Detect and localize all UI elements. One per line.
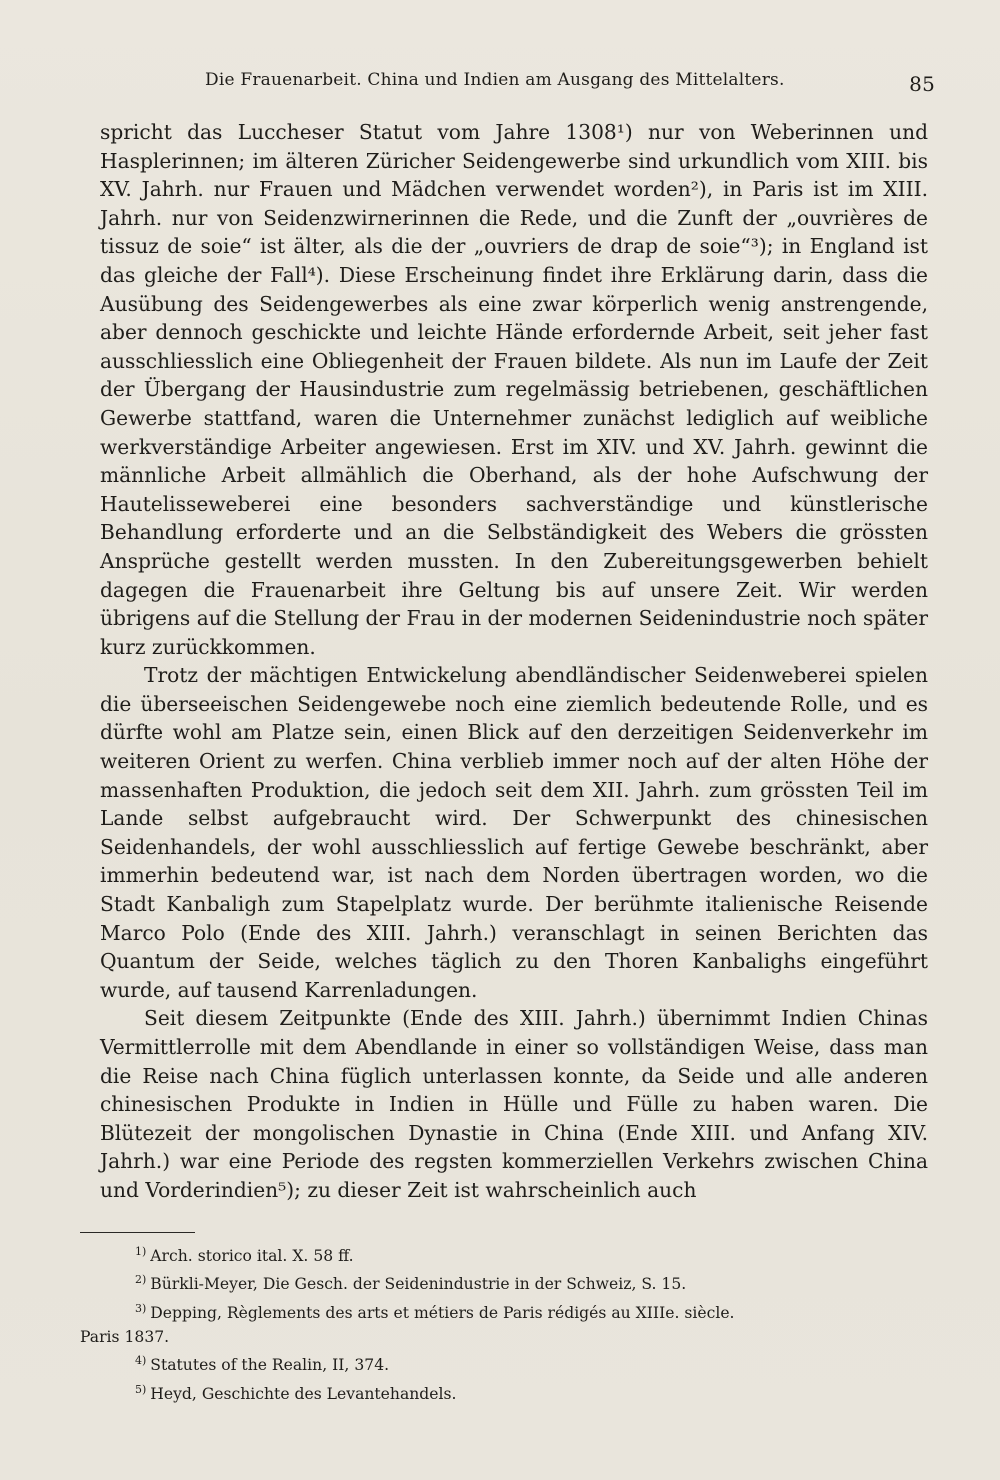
- footnote-text: Statutes of the Realin, II, 374.: [150, 1356, 390, 1375]
- footnote: [80, 1240, 900, 1268]
- footnote-mark: 1): [135, 1245, 147, 1258]
- footnote-mark: 4): [135, 1354, 147, 1368]
- footnote-divider: [80, 1232, 195, 1233]
- paragraph: Trotz der mächtigen Entwickelung abendländischer Seidenweberei spielen die überseeischen Seidengewebe noch eine ziemlich bedeutende Rolle, und es dürfte wohl am Platze sein, einen Blick auf den derzeitigen Seidenverkehr im weiteren Orient zu werfen. China verblieb immer noch auf der alten Höhe der massenhaften Produktion, die jedoch seit dem XII. Jahrh. zum grössten Teil im Lande selbst aufgebraucht wird. Der Schwerpunkt des chinesischen Seidenhandels, der wohl ausschliesslich auf fertige Gewebe beschränkt, aber immerhin bedeutend war, ist nach dem Norden übertragen worden, wo die Stadt Kanbaligh zum Stapelplatz wurde. Der berühmte italienische Reisende Marco Polo (Ende des XIII. Jahrh.) veranschlagt in seinen Berichten das Quantum der Seide, welches täglich zu den Thoren Kanbalighs eingeführt wurde, auf tausend Karrenladungen.: [100, 663, 928, 1002]
- footnote-text: Bürkli-Meyer, Die Gesch. der Seidenindustrie in der Schweiz, S. 15.: [150, 1275, 687, 1294]
- body-text: [100, 118, 928, 1205]
- footnote-text: Arch. storico ital. X. 58 ff.: [150, 1247, 354, 1266]
- footnote-mark: 5): [135, 1382, 147, 1396]
- paragraph: spricht das Luccheser Statut vom Jahre 1308¹) nur von Weberinnen und Hasplerinnen; im älteren Züricher Seidengewerbe sind urkundlich vom XIII. bis XV. Jahrh. nur Frauen und Mädchen verwendet worden²), in Paris ist im XIII. Jahrh. nur von Seidenzwirnerinnen die Rede, und die Zunft der „ouvrières de tissuz de soie“ ist älter, als die der „ouvriers de drap de soie“³); in England ist das gleiche der Fall⁴). Diese Erscheinung findet ihre Erklärung darin, dass die Ausübung des Seidengewerbes als eine zwar körperlich wenig anstrengende, aber dennoch geschickte und leichte Hände erfordernde Arbeit, seit jeher fast ausschliesslich eine Obliegenheit der Frauen bildete. Als nun im Laufe der Zeit der Übergang der Hausindustrie zum regelmässig betriebenen, geschäftlichen Gewerbe stattfand, waren die Unternehmer zunächst lediglich auf weibliche werkverständige Arbeiter angewiesen. Erst im XIV. und XV. Jahrh. gewinnt die männliche Arbeit allmählich die Oberhand, als der hohe Aufschwung der Hautelisseweberei eine besonders sachverständige und künstlerische Behandlung erforderte und an die Selbständigkeit des Webers die grössten Ansprüche gestellt werden mussten. In den Zubereitungsgewerben behielt dagegen die Frauenarbeit ihre Geltung bis auf unsere Zeit. Wir werden übrigens auf die Stellung der Frau in der modernen Seidenindustrie noch später kurz zurückkommen.: [100, 120, 928, 659]
- footnote: [80, 1378, 900, 1406]
- footnote: [80, 1268, 900, 1296]
- footnote: [80, 1297, 900, 1325]
- footnotes: [80, 1240, 900, 1406]
- running-header: [205, 70, 935, 110]
- footnote-continuation: [80, 1325, 900, 1349]
- footnote: [80, 1349, 900, 1377]
- footnote-mark: 2): [135, 1273, 147, 1287]
- footnote-text: Paris 1837.: [80, 1328, 170, 1347]
- footnote-text: Depping, Règlements des arts et métiers de Paris rédigés au XIIIe. siècle.: [150, 1303, 735, 1322]
- footnote-mark: 3): [135, 1301, 147, 1315]
- footnote-text: Heyd, Geschichte des Levantehandels.: [150, 1384, 457, 1403]
- running-title: Die Frauenarbeit. China und Indien am Ausgang des Mittelalters.: [205, 70, 785, 90]
- page-number: 85: [909, 72, 935, 96]
- paragraph: Seit diesem Zeitpunkte (Ende des XIII. Jahrh.) übernimmt Indien Chinas Vermittlerrolle mit dem Abendlande in einer so vollständigen Weise, dass man die Reise nach China füglich unterlassen konnte, da Seide und alle anderen chinesischen Produkte in Indien in Hülle und Fülle zu haben waren. Die Blütezeit der mongolischen Dynastie in China (Ende XIII. und Anfang XIV. Jahrh.) war eine Periode des regsten kommerziellen Verkehrs zwischen China und Vorderindien⁵); zu dieser Zeit ist wahrscheinlich auch: [100, 1006, 928, 1202]
